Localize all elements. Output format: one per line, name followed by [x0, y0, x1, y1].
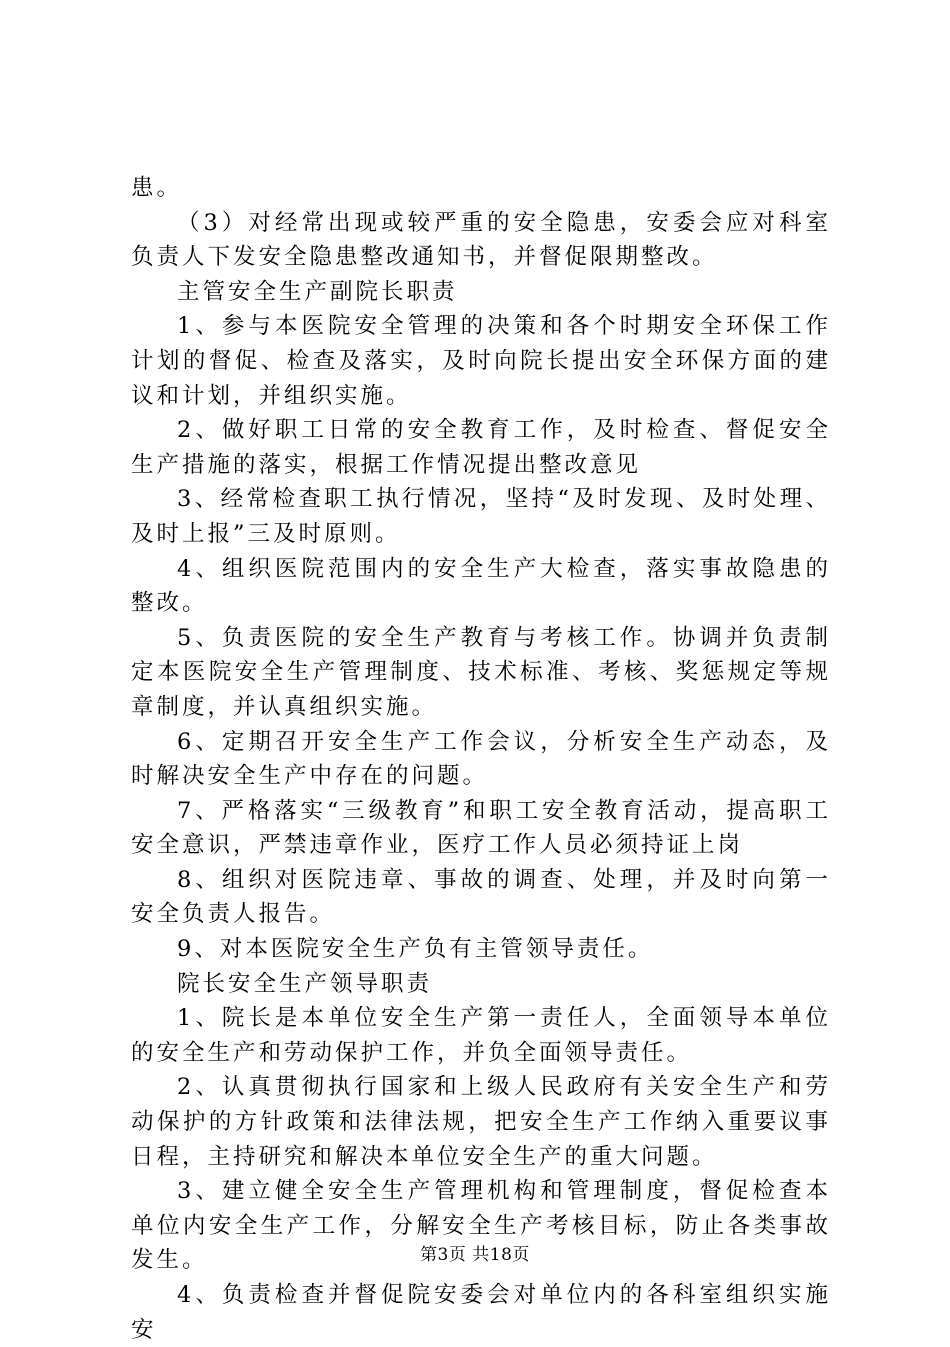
- list-item: 2、做好职工日常的安全教育工作，及时检查、督促安全生产措施的落实，根据工作情况提出整改意见: [131, 417, 831, 478]
- list-item: 6、定期召开安全生产工作会议，分析安全生产动态，及时解决安全生产中存在的问题。: [131, 728, 831, 790]
- paragraph: 患。: [131, 175, 183, 201]
- page-number-footer: 第3页 共18页: [420, 1245, 530, 1265]
- list-item: 5、负责医院的安全生产教育与考核工作。协调并负责制定本医院安全生产管理制度、技术标准、考核、奖惩规定等规章制度，并认真组织实施。: [131, 624, 831, 720]
- list-item: 3、经常检查职工执行情况，坚持“及时发现、及时处理、及时上报”三及时原则。: [131, 486, 831, 547]
- paragraph: （3）对经常出现或较严重的安全隐患，安委会应对科室负责人下发安全隐患整改通知书，并督促限期整改。: [131, 209, 831, 271]
- list-item: 3、建立健全安全生产管理机构和管理制度，督促检查本单位内安全生产工作，分解安全生产考核目标，防止各类事故发生。: [131, 1178, 831, 1274]
- list-item: 2、认真贯彻执行国家和上级人民政府有关安全生产和劳动保护的方针政策和法律法规，把安全生产工作纳入重要议事日程，主持研究和解决本单位安全生产的重大问题。: [131, 1074, 831, 1170]
- list-item: 1、参与本医院安全管理的决策和各个时期安全环保工作计划的督促、检查及落实，及时向院长提出安全环保方面的建议和计划，并组织实施。: [131, 313, 831, 409]
- list-item: 1、院长是本单位安全生产第一责任人，全面领导本单位的安全生产和劳动保护工作，并负全面领导责任。: [131, 1005, 831, 1066]
- section-heading: 院长安全生产领导职责: [177, 970, 433, 997]
- list-item: 9、对本医院安全生产负有主管领导责任。: [177, 936, 654, 963]
- document-body: [131, 171, 831, 1347]
- list-item: 4、组织医院范围内的安全生产大检查，落实事故隐患的整改。: [131, 555, 831, 617]
- list-item: 4、负责检查并督促院安委会对单位内的各科室组织实施安: [131, 1282, 831, 1343]
- section-heading: 主管安全生产副院长职责: [177, 278, 458, 305]
- list-item: 7、严格落实“三级教育”和职工安全教育活动，提高职工安全意识，严禁违章作业，医疗工作人员必须持证上岗: [131, 797, 831, 859]
- list-item: 8、组织对医院违章、事故的调查、处理，并及时向第一安全负责人报告。: [131, 866, 831, 928]
